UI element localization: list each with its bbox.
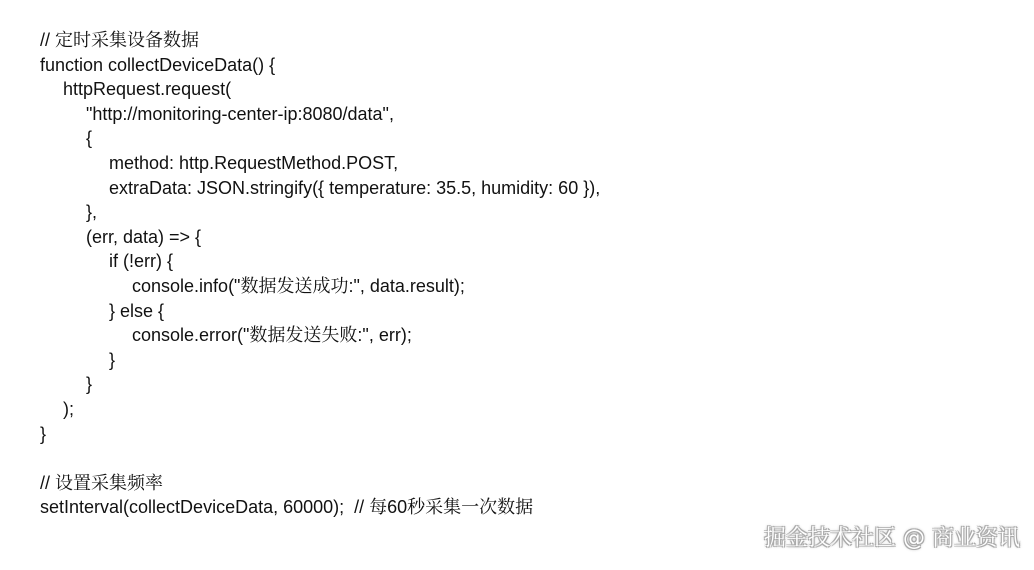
code-line-options-open: { xyxy=(86,128,93,149)
code-line-callback-open: (err, data) => { xyxy=(86,226,202,247)
code-line-url: "http://monitoring-center-ip:8080/data", xyxy=(86,103,394,124)
code-line-extra-data: extraData: JSON.stringify({ temperature: 35.5, humidity: 60 }), xyxy=(109,177,601,198)
code-line-set-interval: setInterval(collectDeviceData, 60000); // 每60秒采集一次数据 xyxy=(40,497,534,518)
code-line-comment-frequency: // 设置采集频率 xyxy=(40,472,164,493)
code-line-else: } else { xyxy=(109,300,165,321)
code-line-function-close: } xyxy=(40,423,47,444)
code-line-blank xyxy=(40,446,1000,471)
code-line-comment-collect: // 定时采集设备数据 xyxy=(40,30,200,50)
code-line-console-error: console.error("数据发送失败:", err); xyxy=(132,325,412,346)
code-line-if-close: } xyxy=(109,349,116,370)
code-line-callback-close: } xyxy=(86,374,93,395)
watermark: 掘金技术社区 @ 商业资讯 xyxy=(764,526,1020,551)
code-line-request-close: ); xyxy=(63,398,74,419)
code-line-console-info: console.info("数据发送成功:", data.result); xyxy=(132,275,465,296)
code-line-http-request: httpRequest.request( xyxy=(63,79,232,100)
code-snippet xyxy=(40,28,1000,520)
code-line-if-no-error: if (!err) { xyxy=(109,251,174,272)
code-line-options-close: }, xyxy=(86,202,98,223)
code-line-function-decl: function collectDeviceData() { xyxy=(40,54,276,75)
code-line-method: method: http.RequestMethod.POST, xyxy=(109,152,399,173)
